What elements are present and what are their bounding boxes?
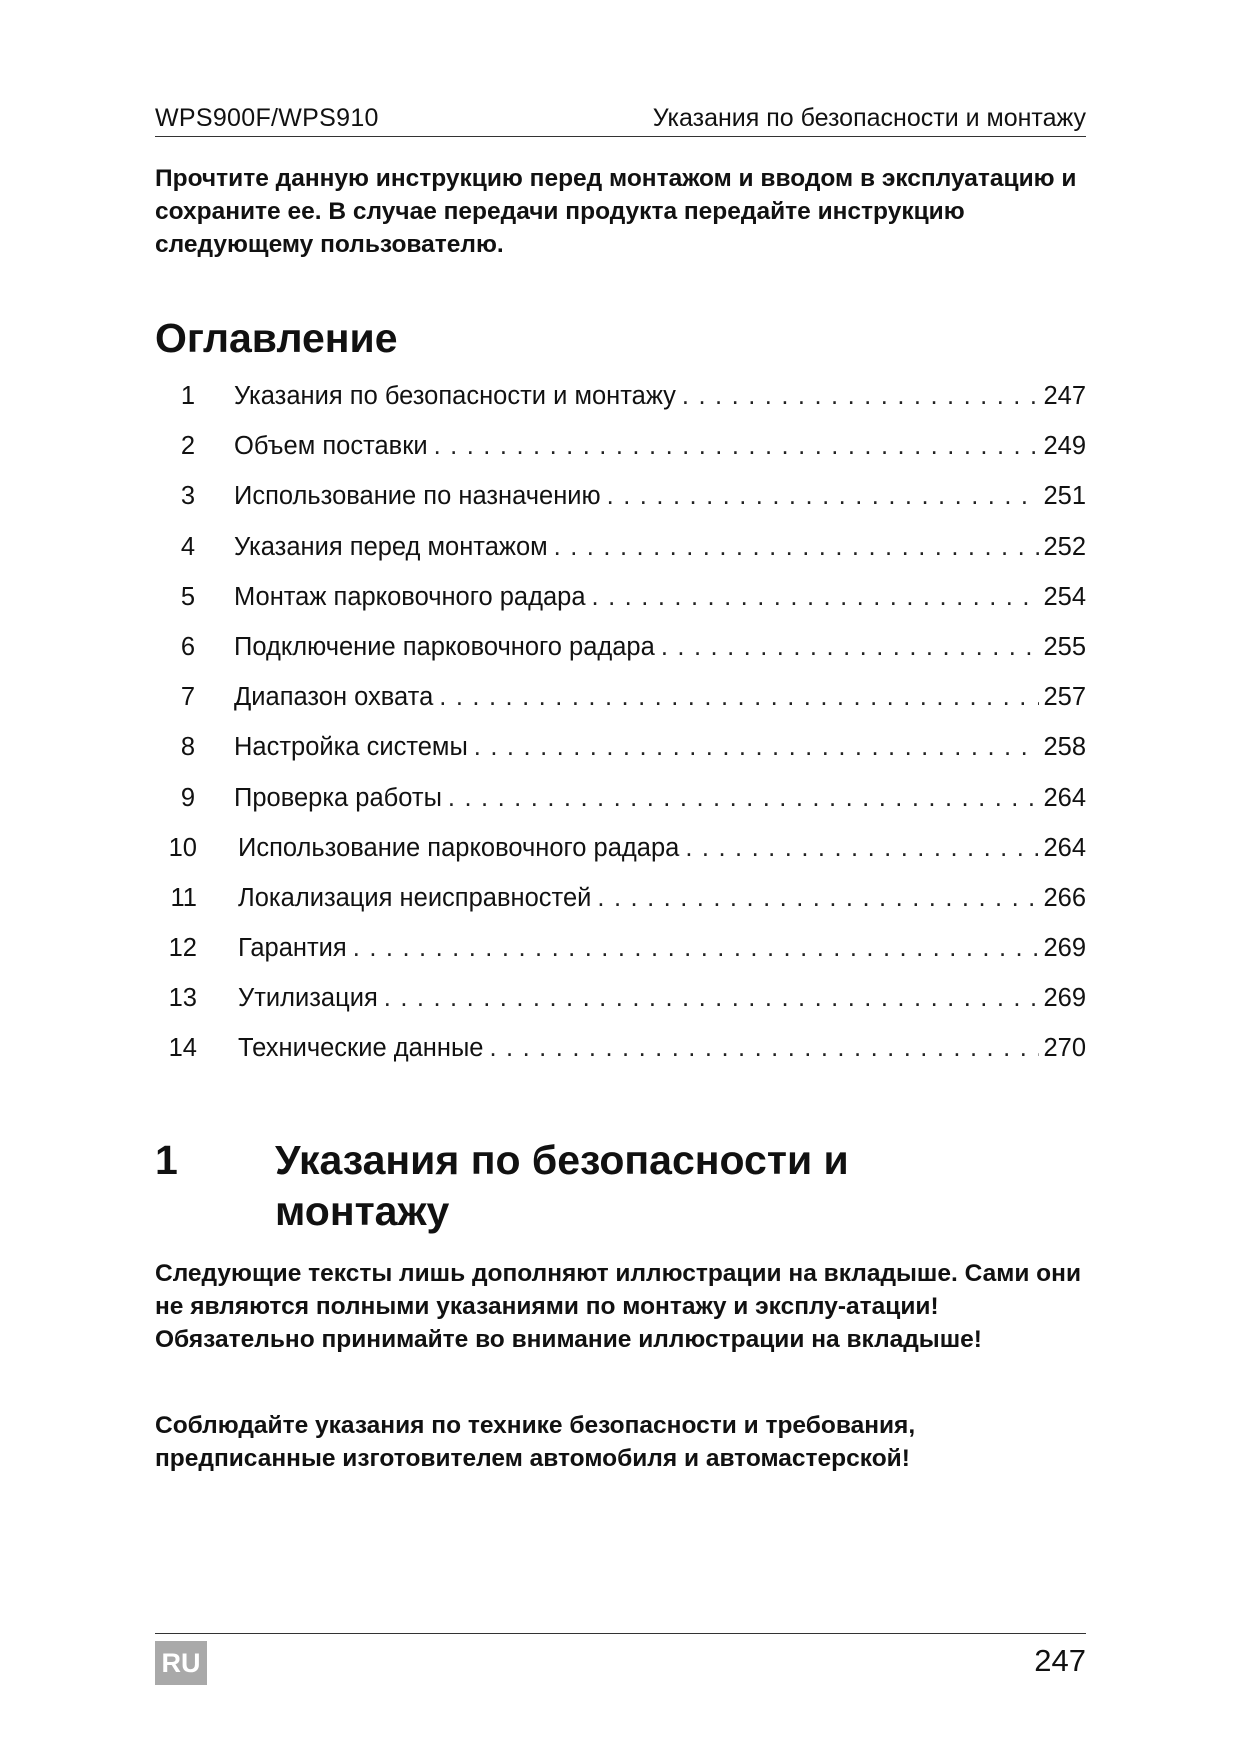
toc-entry-label: Проверка работы <box>234 783 442 812</box>
toc-dot-leader <box>597 884 1039 913</box>
intro-notice: Прочтите данную инструкцию перед монтажом и вводом в эксплуатацию и сохраните ее. В случае передачи продукта передайте инструкцию следующему пользователю. <box>155 165 1077 258</box>
toc-entry-label: Локализация неисправностей <box>238 883 592 912</box>
toc-entry-number: 2 <box>180 432 195 461</box>
toc-dot-leader <box>592 583 1040 612</box>
section-heading <box>155 1135 1086 1237</box>
page-number: 247 <box>1034 1643 1086 1678</box>
toc-dot-leader <box>434 432 1040 461</box>
toc-entry[interactable] <box>155 733 1086 783</box>
toc-entry-number: 7 <box>180 683 195 712</box>
toc-dot-leader <box>489 1034 1039 1063</box>
section-number: 1 <box>155 1137 178 1183</box>
section-paragraph: Следующие тексты лишь дополняют иллюстрации на вкладыше. Сами они не являются полными указаниями по монтажу и эксплу-атации! Обязательно принимайте во внимание иллюстрации на вкладыше! <box>155 1260 1082 1353</box>
toc-entry-page: 270 <box>1043 1034 1086 1063</box>
table-of-contents <box>155 382 1086 1085</box>
toc-entry[interactable] <box>155 583 1086 633</box>
toc-entry-label: Технические данные <box>238 1034 484 1063</box>
toc-entry-page: 249 <box>1043 432 1086 461</box>
toc-entry[interactable] <box>155 533 1086 583</box>
toc-entry-page: 251 <box>1043 482 1086 511</box>
toc-entry-page: 258 <box>1043 733 1086 762</box>
toc-entry-number: 3 <box>180 482 195 511</box>
toc-dot-leader <box>554 533 1040 562</box>
toc-entry[interactable] <box>155 482 1086 532</box>
toc-entry[interactable] <box>155 834 1086 884</box>
header-section-title: Указания по безопасности и монтажу <box>652 104 1086 132</box>
toc-dot-leader <box>685 834 1039 863</box>
toc-entry-page: 269 <box>1043 934 1086 963</box>
toc-entry-number: 14 <box>168 1034 197 1063</box>
toc-entry-page: 266 <box>1043 883 1086 912</box>
language-badge: RU <box>155 1641 207 1685</box>
toc-entry[interactable] <box>155 633 1086 683</box>
toc-entry-number: 5 <box>180 582 195 611</box>
toc-dot-leader <box>682 382 1040 411</box>
toc-entry-label: Использование парковочного радара <box>238 833 680 862</box>
toc-entry-page: 247 <box>1043 382 1086 410</box>
toc-entry[interactable] <box>155 984 1086 1034</box>
toc-entry-number: 10 <box>168 833 197 862</box>
toc-dot-leader <box>353 934 1040 963</box>
toc-entry[interactable] <box>155 683 1086 733</box>
toc-entry-label: Гарантия <box>238 934 347 963</box>
toc-entry[interactable] <box>155 884 1086 934</box>
toc-dot-leader <box>384 984 1040 1013</box>
toc-entry-label: Настройка системы <box>234 733 468 762</box>
toc-entry-label: Объем поставки <box>234 432 428 461</box>
toc-entry-label: Указания перед монтажом <box>234 532 548 561</box>
toc-entry-page: 269 <box>1043 984 1086 1013</box>
toc-entry-number: 1 <box>180 382 195 410</box>
toc-entry[interactable] <box>155 934 1086 984</box>
toc-entry-label: Использование по назначению <box>234 482 601 511</box>
toc-entry-label: Указания по безопасности и монтажу <box>234 382 676 410</box>
toc-dot-leader <box>607 482 1040 511</box>
toc-entry-page: 254 <box>1043 582 1086 611</box>
page-header <box>155 100 1086 137</box>
toc-title: Оглавление <box>155 315 398 361</box>
toc-entry-number: 8 <box>180 733 195 762</box>
toc-entry-page: 264 <box>1043 833 1086 862</box>
toc-entry-label: Подключение парковочного радара <box>234 632 655 661</box>
header-model: WPS900F/WPS910 <box>155 104 379 132</box>
toc-entry-label: Монтаж парковочного радара <box>234 582 586 611</box>
toc-entry-number: 12 <box>168 934 197 963</box>
toc-dot-leader <box>448 784 1040 813</box>
toc-dot-leader <box>439 683 1039 712</box>
toc-entry-number: 4 <box>180 532 195 561</box>
section-title: Указания по безопасности и монтажу <box>275 1137 849 1234</box>
toc-entry-page: 255 <box>1043 632 1086 661</box>
toc-entry-number: 11 <box>170 883 197 912</box>
toc-dot-leader <box>474 733 1040 762</box>
toc-entry-number: 13 <box>168 984 197 1013</box>
toc-entry-number: 6 <box>180 632 195 661</box>
toc-entry[interactable] <box>155 382 1086 432</box>
toc-entry-page: 264 <box>1043 783 1086 812</box>
toc-entry-page: 252 <box>1043 532 1086 561</box>
toc-dot-leader <box>661 633 1040 662</box>
toc-entry-page: 257 <box>1043 683 1086 712</box>
section-paragraph: Соблюдайте указания по технике безопасности и требования, предписанные изготовителем автомобиля и автомастерской! <box>155 1412 916 1472</box>
toc-entry-label: Диапазон охвата <box>234 683 434 712</box>
toc-entry[interactable] <box>155 1034 1086 1084</box>
toc-entry-label: Утилизация <box>238 984 378 1013</box>
footer-divider <box>155 1633 1086 1634</box>
toc-entry[interactable] <box>155 432 1086 482</box>
toc-entry[interactable] <box>155 784 1086 834</box>
toc-entry-number: 9 <box>180 783 195 812</box>
